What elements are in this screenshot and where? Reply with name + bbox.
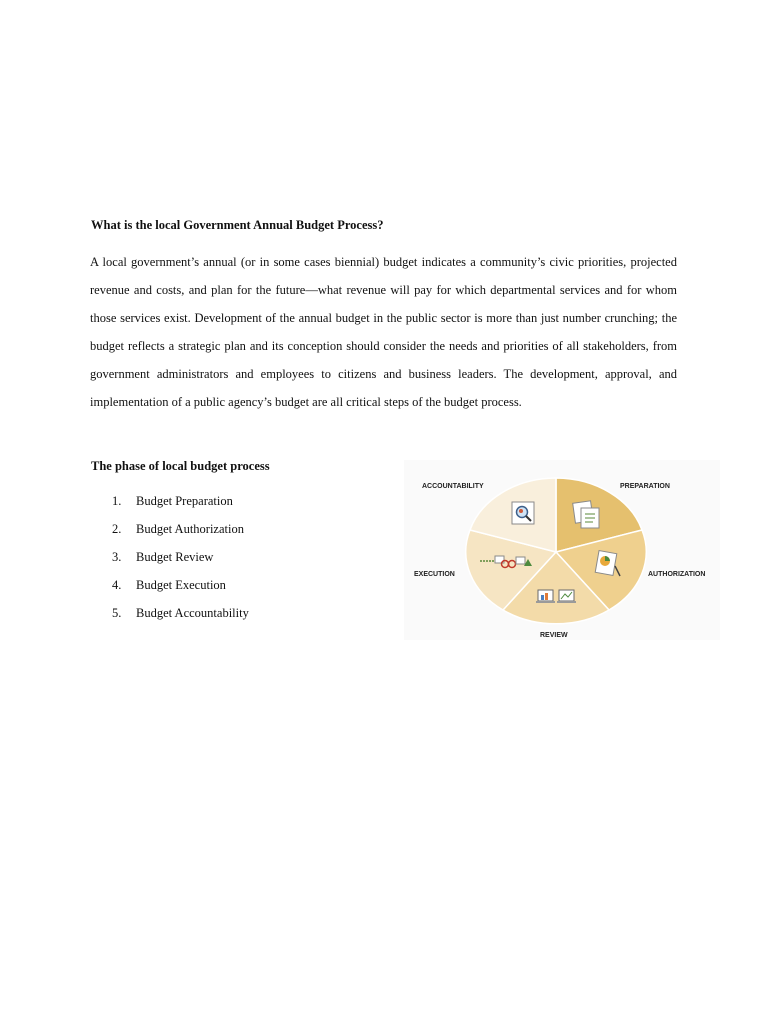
phase-list [112,490,249,630]
section-heading: What is the local Government Annual Budget Process? [91,218,384,232]
phase-heading: The phase of local budget process [91,459,270,473]
body-paragraph: A local government’s annual (or in some cases biennial) budget indicates a community’s civic priorities, projected revenue and costs, and plan for the future—what revenue will pay for which departmental services and for whom those services exist. Development of the annual budget in the public sector is more than just number crunching; the budget reflects a strategic plan and its conception should consider the needs and priorities of all stakeholders, from government administrators and employees to citizens and business leaders. The development, approval, and implementation of a public agency’s budget are all critical steps of the budget process. [90,255,677,409]
label-accountability: ACCOUNTABILITY [422,483,484,490]
list-item-label: Budget Accountability [136,606,249,620]
label-review: REVIEW [540,632,568,639]
list-number: 3. [112,550,122,564]
list-item-label: Budget Authorization [136,522,244,536]
label-execution: EXECUTION [414,571,455,578]
label-authorization: AUTHORIZATION [648,571,706,578]
list-number: 2. [112,522,122,536]
list-item-label: Budget Review [136,550,214,564]
list-number: 5. [112,606,122,620]
list-item-label: Budget Preparation [136,494,233,508]
list-number: 1. [112,494,122,508]
list-item [112,602,249,630]
budget-cycle-diagram [404,460,720,640]
list-item [112,546,249,574]
list-item-label: Budget Execution [136,578,226,592]
list-item [112,574,249,602]
list-item [112,518,249,546]
label-preparation: PREPARATION [620,483,670,490]
list-item [112,490,249,518]
list-number: 4. [112,578,122,592]
magnifier-icon [512,502,534,524]
